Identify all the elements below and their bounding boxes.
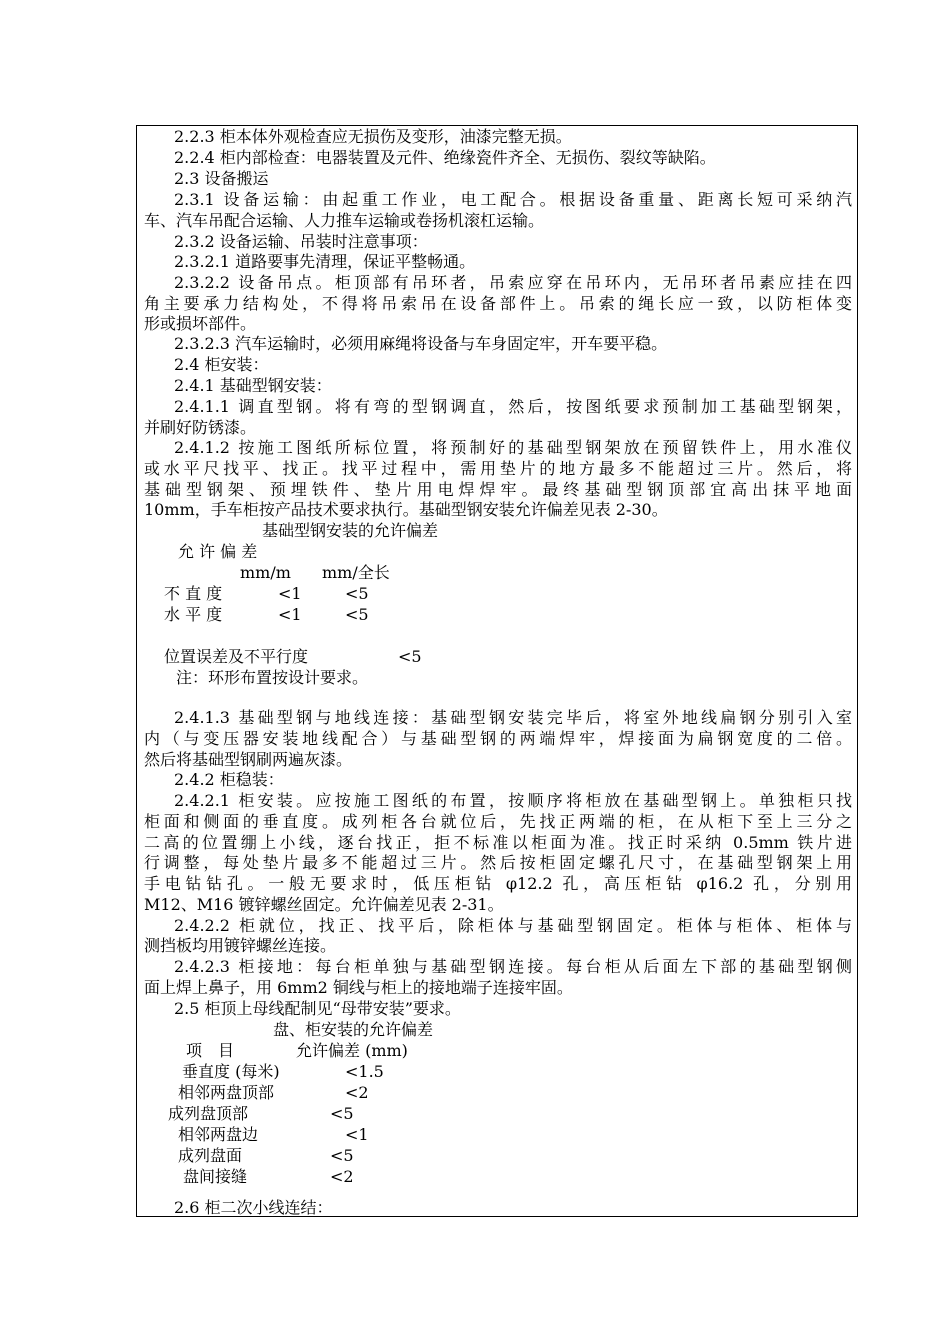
table1-row1-v1: <1 [278, 584, 302, 603]
table1-header: 允 许 偏 差 [178, 542, 258, 561]
table2-row-label: 成列盘面 [178, 1146, 243, 1165]
section-heading: 2.6 柜二次小线连结： [174, 1198, 333, 1217]
text-line: 基础型钢架、预埋铁件、垫片用电焊焊牢。最终基础型钢顶部宜高出抹平地面 [144, 480, 852, 499]
table1-unit1: mm/m [240, 563, 291, 582]
table2-col2: 允许偏差 (mm) [296, 1041, 408, 1060]
text-line: 角主要承力结构处，不得将吊索吊在设备部件上。吊索的绳长应一致，以防柜体变 [144, 294, 852, 313]
text-line: 测挡板均用镀锌螺丝连接。 [144, 936, 337, 955]
text-line: 2.4.2.3 柜接地：每台柜单独与基础型钢连接。每台柜从后面左下部的基础型钢侧 [174, 957, 852, 976]
text-line: 行调整，每处垫片最多不能超过三片。然后按柜固定螺孔尺寸，在基础型钢架上用 [144, 853, 852, 872]
section-heading: 2.4 柜安装： [174, 355, 269, 374]
text-line: 2.4.1.1 调直型钢。将有弯的型钢调直，然后，按图纸要求预制加工基础型钢架， [174, 397, 852, 416]
text-line: 车、汽车吊配合运输、人力推车运输或卷扬机滚杠运输。 [144, 211, 545, 230]
table1-row2-label: 水 平 度 [164, 605, 223, 624]
text-line: 2.2.3 柜本体外观检查应无损伤及变形，油漆完整无损。 [174, 127, 572, 146]
table2-row-label: 垂直度 (每米) [182, 1062, 280, 1081]
text-line: 二高的位置绷上小线，逐台找正，拒不标准以柜面为准。找正时采纳 0.5mm 铁片进 [144, 833, 852, 852]
table1-row3-v: <5 [398, 647, 422, 666]
text-line: 2.4.2.1 柜安装。应按施工图纸的布置，按顺序将柜放在基础型钢上。单独柜只找 [174, 791, 852, 810]
text-line: 并刷好防锈漆。 [144, 418, 257, 437]
text-line: 2.4.1.3 基础型钢与地线连接：基础型钢安装完毕后，将室外地线扁钢分别引入室 [174, 708, 852, 727]
table1-row1-v2: <5 [345, 584, 369, 603]
table2-col1: 项 目 [186, 1041, 235, 1060]
table2-row-value: <2 [330, 1167, 354, 1186]
text-line: 2.3.2 设备运输、吊装时注意事项： [174, 232, 428, 251]
text-line: 2.4.2 柜稳装： [174, 770, 284, 789]
table1-row1-label: 不 直 度 [164, 584, 223, 603]
table1-row2-v2: <5 [345, 605, 369, 624]
table2-row-label: 相邻两盘边 [178, 1125, 259, 1144]
table1-title: 基础型钢安装的允许偏差 [262, 521, 439, 540]
table2-row-label: 盘间接缝 [183, 1167, 248, 1186]
table1-note: 注：环形布置按设计要求。 [176, 668, 369, 687]
text-line: M12、M16 镀锌螺丝固定。允许偏差见表 2-31。 [144, 895, 504, 914]
table2-title: 盘、柜安装的允许偏差 [273, 1020, 434, 1039]
text-line: 面上焊上鼻子，用 6mm2 铜线与柜上的接地端子连接牢固。 [144, 978, 573, 997]
table2-row-value: <5 [330, 1146, 354, 1165]
table2-row-value: <2 [345, 1083, 369, 1102]
text-line: 10mm，手车柜按产品技术要求执行。基础型钢安装允许偏差见表 2-30。 [144, 500, 668, 519]
text-line: 2.4.1 基础型钢安装： [174, 376, 332, 395]
table2-row-value: <5 [330, 1104, 354, 1123]
text-line: 内（与变压器安装地线配合）与基础型钢的两端焊牢，焊接面为扁钢宽度的二倍。 [144, 729, 852, 748]
text-line: 2.5 柜顶上母线配制见“母带安装”要求。 [174, 999, 461, 1018]
text-line: 2.3.1 设备运输：由起重工作业，电工配合。根据设备重量、距离长短可采纳汽 [174, 190, 852, 209]
table1-row3-label: 位置误差及不平行度 [164, 647, 309, 666]
text-line: 或水平尺找平、找正。找平过程中，需用垫片的地方最多不能超过三片。然后，将 [144, 459, 852, 478]
text-line: 2.3.2.1 道路要事先清理，保证平整畅通。 [174, 252, 476, 271]
text-line: 2.2.4 柜内部检查：电器装置及元件、绝缘瓷件齐全、无损伤、裂纹等缺陷。 [174, 148, 716, 167]
table2-row-label: 相邻两盘顶部 [178, 1083, 275, 1102]
section-heading: 2.3 设备搬运 [174, 169, 269, 188]
table1-row2-v1: <1 [278, 605, 302, 624]
text-line: 2.3.2.3 汽车运输时，必须用麻绳将设备与车身固定牢，开车要平稳。 [174, 334, 668, 353]
table2-row-value: <1 [345, 1125, 369, 1144]
table2-row-value: <1.5 [345, 1062, 384, 1081]
table2-row-label: 成列盘顶部 [168, 1104, 249, 1123]
table1-unit2: mm/全长 [322, 563, 390, 582]
text-line: 2.4.1.2 按施工图纸所标位置，将预制好的基础型钢架放在预留铁件上，用水准仪 [174, 438, 852, 457]
text-line: 2.4.2.2 柜就位，找正、找平后，除柜体与基础型钢固定。柜体与柜体、柜体与 [174, 916, 852, 935]
text-line: 然后将基础型钢刷两遍灰漆。 [144, 750, 353, 769]
text-line: 形或损坏部件。 [144, 314, 257, 333]
text-line: 2.3.2.2 设备吊点。柜顶部有吊环者，吊索应穿在吊环内，无吊环者吊素应挂在四 [174, 273, 852, 292]
text-line: 柜面和侧面的垂直度。成列柜各台就位后，先找正两端的柜，在从柜下至上三分之 [144, 812, 852, 831]
text-line: 手电钻钻孔。一般无要求时，低压柜钻 φ12.2 孔，高压柜钻 φ16.2 孔，分别用 [144, 874, 852, 893]
